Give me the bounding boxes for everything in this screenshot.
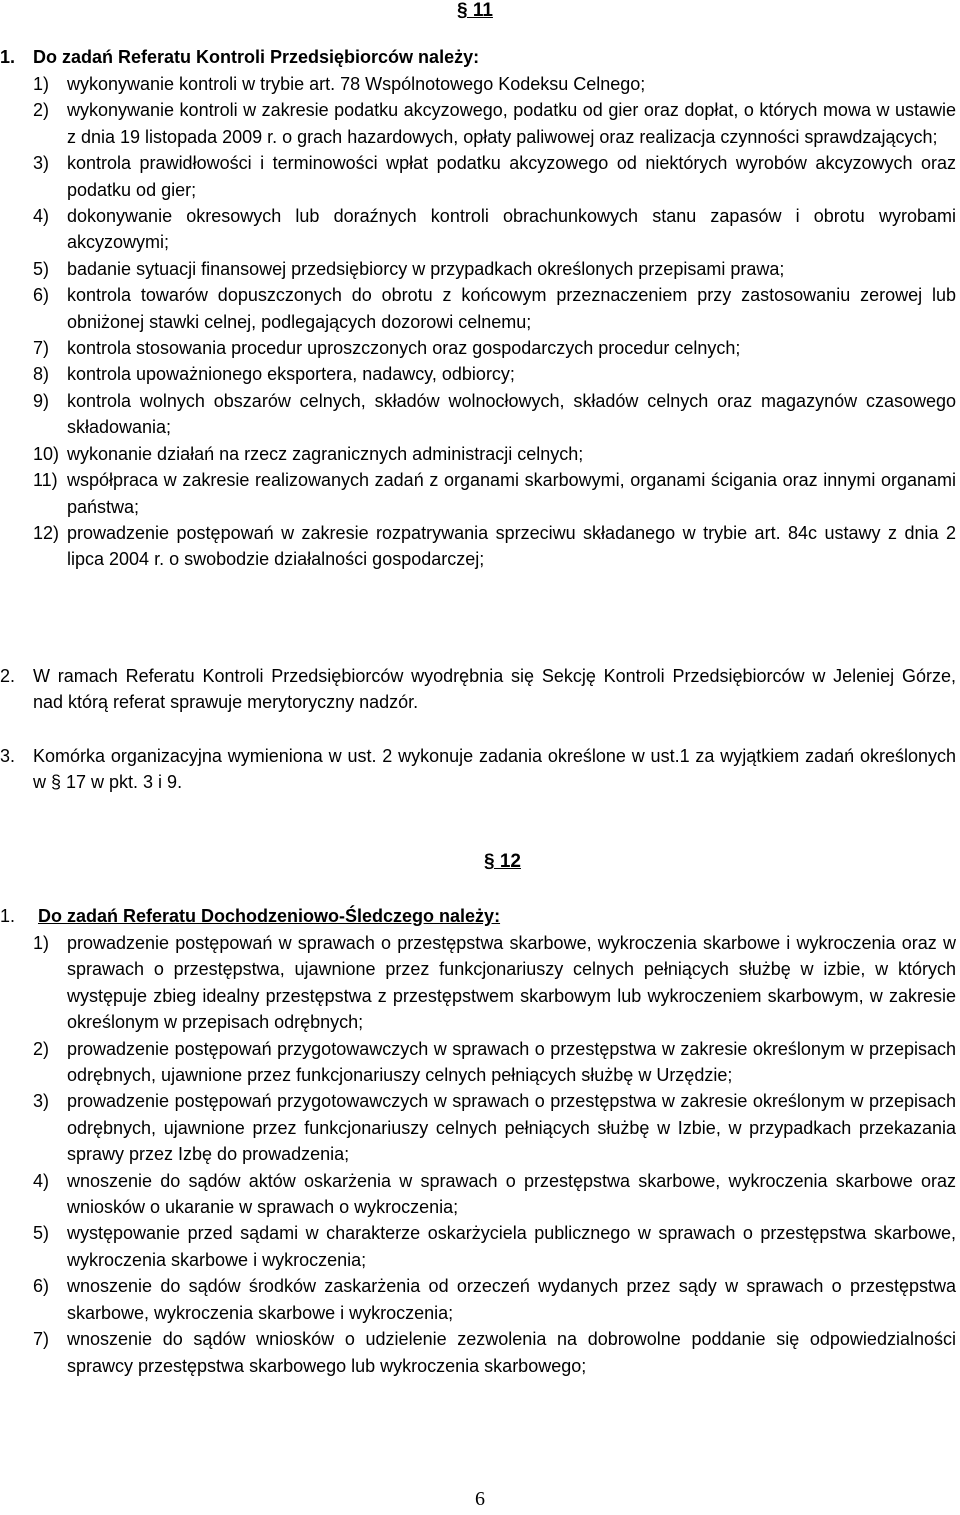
list-item: [0, 1220, 956, 1273]
list-item: [0, 467, 956, 520]
list-item: [0, 150, 956, 203]
list-item-number: 12): [33, 522, 60, 543]
list-item-text: wykonywanie kontroli w zakresie podatku akcyzowego, podatku od gier oraz dopłat, o których mowa w ustawie z dnia 19 listopada 2009 r. o grach hazardowych, opłaty paliwowej oraz realizacja czynności sprawdzających;: [67, 100, 956, 147]
page-number: 6: [475, 1488, 485, 1510]
list-item-text: wnoszenie do sądów środków zaskarżenia od orzeczeń wydanych przez sądy w sprawach o przestępstwa skarbowe, wykroczenia skarbowe i wykroczenia;: [67, 1276, 956, 1323]
list-item-text: wykonanie działań na rzecz zagranicznych administracji celnych;: [67, 443, 584, 464]
list-item: [0, 361, 956, 387]
section-11-heading: § 11: [457, 0, 493, 21]
list-item-number: 5): [33, 258, 50, 279]
list-item: [0, 520, 956, 573]
s12-paragraph-1-number: 1.: [0, 906, 16, 926]
list-item-text: wnoszenie do sądów aktów oskarżenia w sprawach o przestępstwa skarbowe, wykroczenia skarbowe oraz wniosków o ukaranie w sprawach o wykroczenia;: [67, 1170, 956, 1218]
list-item-number: 10): [33, 443, 60, 464]
list-item-number: 6): [33, 285, 50, 306]
list-item-number: 4): [33, 206, 50, 227]
list-item-text: wykonywanie kontroli w trybie art. 78 Wspólnotowego Kodeksu Celnego;: [67, 74, 646, 94]
list-item: [0, 930, 956, 1036]
list-item-text: prowadzenie postępowań w sprawach o przestępstwa skarbowe, wykroczenia skarbowe i wykroczenia oraz w sprawach o przestępstwa, ujawnione przez funkcjonariuszy celnych pełniących służbę w izbie, w których występuje zbieg idealny przestępstwa z przestępstwem skarbowym lub wykroczeniem skarbowym, w zakresie określonym w przepisach odrębnych;: [67, 933, 956, 1033]
list-item-text: prowadzenie postępowań przygotowawczych w sprawach o przestępstwa w zakresie określonym w przepisach odrębnych, ujawnione przez funkcjonariuszy celnych pełniących służbę w Urzędzie;: [67, 1038, 956, 1086]
list-item: [0, 1168, 956, 1221]
list-item-text: współpraca w zakresie realizowanych zadań z organami skarbowymi, organami ścigania oraz innymi organami państwa;: [67, 470, 956, 517]
list-item-number: 3): [33, 1091, 50, 1112]
list-item: [0, 1088, 956, 1167]
s12-task-list: [0, 930, 956, 1379]
list-item: [0, 1036, 956, 1089]
list-item-number: 9): [33, 390, 50, 411]
s11-paragraph-1-number: 1.: [0, 47, 16, 67]
list-item-text: prowadzenie postępowań w zakresie rozpatrywania sprzeciwu składanego w trybie art. 84c ustawy z dnia 2 lipca 2004 r. o swobodzie działalności gospodarczej;: [67, 522, 956, 570]
list-item-number: 3): [33, 153, 50, 174]
list-item-text: badanie sytuacji finansowej przedsiębiorcy w przypadkach określonych przepisami prawa;: [67, 258, 785, 279]
list-item-number: 8): [33, 364, 50, 385]
list-item: [0, 335, 956, 361]
s12-paragraph-1-text: Do zadań Referatu Dochodzeniowo-Śledczego należy:: [38, 906, 501, 926]
list-item-text: występowanie przed sądami w charakterze oskarżyciela publicznego w sprawach o przestępstwa skarbowe, wykroczenia skarbowe i wykroczenia;: [67, 1223, 956, 1270]
list-item: [0, 256, 956, 282]
list-item: [0, 1326, 956, 1379]
s12-paragraph-1: [0, 903, 956, 929]
s11-paragraph-3: [0, 743, 956, 796]
s11-paragraph-3-number: 3.: [0, 746, 16, 766]
list-item-number: 2): [33, 100, 50, 121]
list-item-number: 2): [33, 1038, 50, 1059]
list-item-number: 7): [33, 1329, 50, 1350]
list-item-number: 1): [33, 74, 50, 94]
section-12-heading: § 12: [484, 851, 521, 872]
list-item-text: wnoszenie do sądów wniosków o udzielenie zezwolenia na dobrowolne poddanie się odpowiedzialności sprawcy przestępstwa skarbowego lub wykroczenia skarbowego;: [67, 1329, 956, 1376]
list-item-number: 1): [33, 933, 50, 953]
s11-task-list: [0, 71, 956, 573]
list-item: [0, 97, 956, 150]
list-item-number: 7): [33, 338, 50, 359]
list-item-number: 11): [33, 470, 58, 491]
s11-paragraph-1: [0, 44, 956, 70]
list-item-number: 6): [33, 1276, 50, 1297]
s11-paragraph-2: [0, 663, 956, 716]
list-item: [0, 388, 956, 441]
list-item: [0, 441, 956, 467]
list-item-number: 4): [33, 1170, 50, 1191]
list-item: [0, 71, 956, 97]
list-item-number: 5): [33, 1223, 50, 1244]
list-item: [0, 282, 956, 335]
list-item: [0, 203, 956, 256]
list-item-text: kontrola stosowania procedur uproszczonych oraz gospodarczych procedur celnych;: [67, 338, 741, 359]
list-item-text: kontrola wolnych obszarów celnych, składów wolnocłowych, składów celnych oraz magazynów czasowego składowania;: [67, 390, 956, 438]
s11-paragraph-1-text: Do zadań Referatu Kontroli Przedsiębiorców należy:: [33, 47, 480, 67]
list-item-text: dokonywanie okresowych lub doraźnych kontroli obrachunkowych stanu zapasów i obrotu wyrobami akcyzowymi;: [67, 206, 956, 253]
s11-paragraph-2-number: 2.: [0, 666, 16, 686]
list-item-text: kontrola towarów dopuszczonych do obrotu z końcowym przeznaczeniem przy zastosowaniu zerowej lub obniżonej stawki celnej, podlegających dozorowi celnemu;: [67, 285, 956, 332]
list-item: [0, 1273, 956, 1326]
s11-paragraph-2-text: W ramach Referatu Kontroli Przedsiębiorców wyodrębnia się Sekcję Kontroli Przedsiębiorców w Jeleniej Górze, nad którą referat sprawuje merytoryczny nadzór.: [33, 666, 956, 713]
list-item-text: kontrola prawidłowości i terminowości wpłat podatku akcyzowego od niektórych wyrobów akcyzowych oraz podatku od gier;: [67, 153, 956, 200]
list-item-text: prowadzenie postępowań przygotowawczych w sprawach o przestępstwa w zakresie określonym w przepisach odrębnych, ujawnione przez funkcjonariuszy celnych pełniących służbę w Izbie, w przypadkach przekazania sprawy przez Izbę do prowadzenia;: [67, 1091, 956, 1165]
list-item-text: kontrola upoważnionego eksportera, nadawcy, odbiorcy;: [67, 364, 515, 385]
s11-paragraph-3-text: Komórka organizacyjna wymieniona w ust. 2 wykonuje zadania określone w ust.1 za wyjątkiem zadań określonych w § 17 w pkt. 3 i 9.: [33, 746, 956, 793]
